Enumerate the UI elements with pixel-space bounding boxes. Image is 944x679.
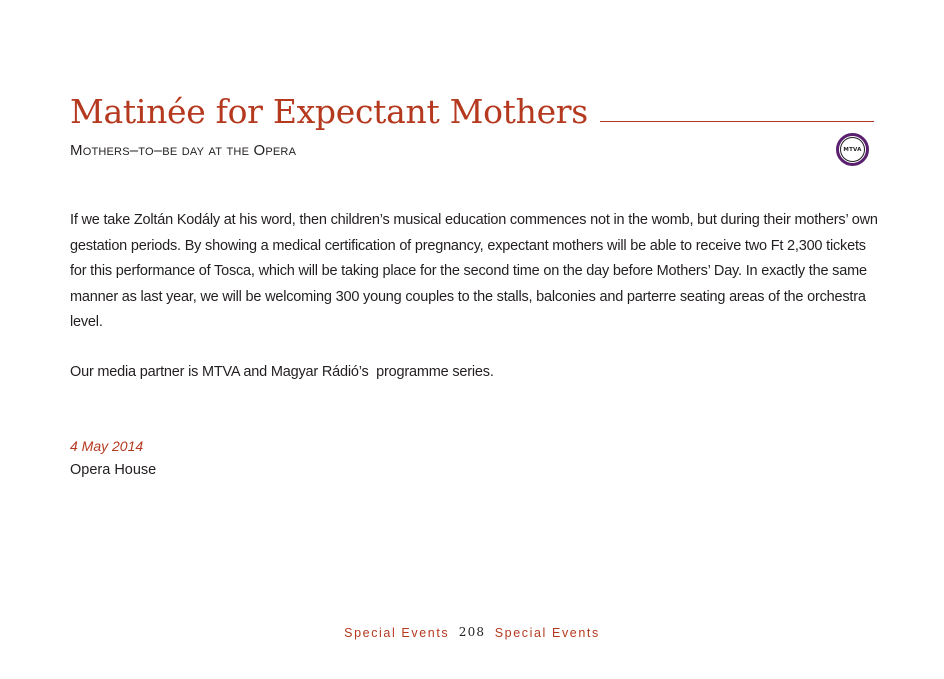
mtva-logo (836, 133, 869, 166)
event-venue: Opera House (70, 462, 157, 478)
footer-section-right: Special Events (494, 626, 600, 640)
title-rule (600, 121, 874, 122)
title-row (70, 92, 874, 132)
page-title: Matinée for Expectant Mothers (70, 92, 588, 131)
page-footer (0, 626, 944, 640)
footer-section-left: Special Events (344, 626, 450, 640)
mtva-logo-inner (840, 137, 865, 162)
mtva-logo-text: MTVA (843, 146, 862, 153)
page-subtitle: Mothers–to–be day at the Opera (70, 142, 297, 159)
event-description: If we take Zoltán Kodály at his word, then children’s musical education commences not in the womb, but during their mothers’ own gestation periods. By showing a medical certification of pregnancy, expectant mothers will be able to receive two Ft 2,300 tickets for this performance of Tosca, which will be taking place for the second time on the day before Mothers’ Day. In exactly the same manner as last year, we will be welcoming 300 young couples to the stalls, balconies and parterre seating areas of the orchestra level. (70, 212, 878, 331)
media-partner-note: Our media partner is MTVA and Magyar Rádió’s programme series. (70, 364, 494, 380)
page-number: 208 (458, 625, 486, 639)
event-date: 4 May 2014 (70, 438, 144, 454)
